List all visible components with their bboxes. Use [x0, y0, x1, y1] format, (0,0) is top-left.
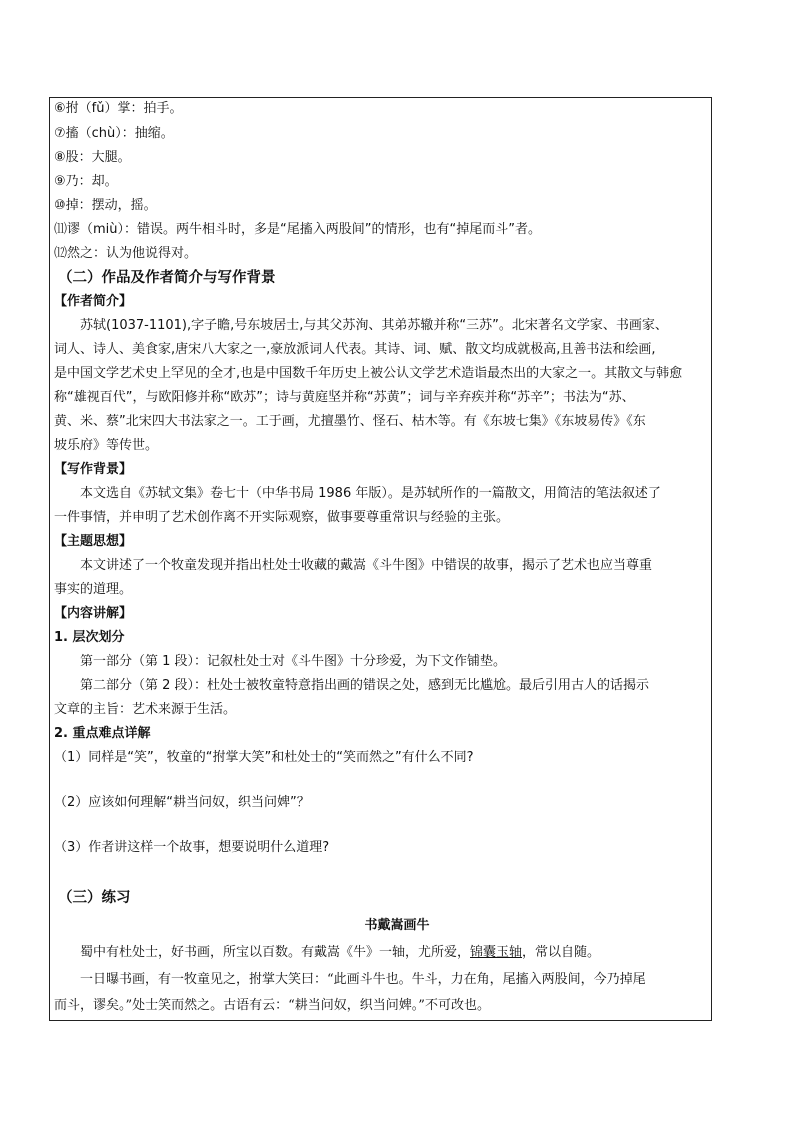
question-2: （2）应该如何理解“耕当问奴，织当问婢”？: [54, 795, 310, 810]
theme-line: 事实的道理。: [54, 582, 133, 597]
background-line: 本文选自《苏轼文集》卷七十（中华书局 1986 年版）。是苏轼所作的一篇散文，用简洁的笔法叙述了: [80, 486, 661, 501]
item1-line: 第二部分（第 2 段）：杜处士被牧童特意指出画的错误之处，感到无比尴尬。最后引用古人的话揭示: [80, 678, 650, 693]
author-line: 坡乐府》等传世。: [54, 438, 159, 453]
note-6: ⑥拊（fǔ）掌：拍手。: [54, 101, 183, 116]
note-12: ⑿然之：认为他说得对。: [54, 246, 198, 261]
item2-title: 2. 重点难点详解: [54, 726, 151, 741]
section3-heading: （三）练习: [58, 890, 131, 906]
theme-label: 【主题思想】: [54, 534, 133, 549]
section2-heading: （二）作品及作者简介与写作背景: [58, 270, 276, 286]
exercise-paragraph-2: 一日曝书画，有一牧童见之，拊掌大笑曰：“此画斗牛也。牛斗，力在角，尾搐入两股间，今乃掉尾: [80, 972, 646, 987]
item1-line: 文章的主旨：艺术来源于生活。: [54, 702, 237, 717]
author-line: 苏轼(1037-1101),字子瞻,号东坡居士,与其父苏洵、其弟苏辙并称“三苏”。北宋著名文学家、书画家、: [80, 318, 668, 333]
item1-line: 第一部分（第 1 段）：记叙杜处士对《斗牛图》十分珍爱，为下文作铺垫。: [80, 654, 507, 669]
note-7: ⑦搐（chù）：抽缩。: [54, 126, 174, 141]
underlined-phrase: 锦囊玉轴: [470, 945, 523, 960]
item1-title: 1. 层次划分: [54, 630, 125, 645]
author-label: 【作者简介】: [54, 294, 133, 309]
note-10: ⑩掉：摆动，摇。: [54, 198, 157, 213]
exercise-paragraph-2-cont: 而斗，谬矣。”处士笑而然之。古语有云：“耕当问奴，织当问婢。”不可改也。: [54, 998, 490, 1013]
note-11: ⑾谬（miù）：错误。两牛相斗时，多是“尾搐入两股间”的情形，也有“掉尾而斗”者。: [54, 222, 541, 237]
exercise-paragraph-1: 蜀中有杜处士，好书画，所宝以百数。有戴嵩《牛》一轴，尤所爱，锦囊玉轴，常以自随。: [80, 945, 601, 960]
author-line: 词人、诗人、美食家,唐宋八大家之一,豪放派词人代表。其诗、词、赋、散文均成就极高,且善书法和绘画,: [54, 342, 656, 357]
author-line: 是中国文学艺术史上罕见的全才,也是中国数千年历史上被公认文学艺术造诣最杰出的大家之一。其散文与韩愈: [54, 366, 683, 381]
author-line: 黄、米、蔡”北宋四大书法家之一。工于画，尤擅墨竹、怪石、枯木等。有《东坡七集》《东坡易传》《东: [54, 414, 646, 429]
question-1: （1）同样是“笑”，牧童的“拊掌大笑”和杜处士的“笑而然之”有什么不同?: [54, 750, 474, 765]
background-line: 一件事情，并申明了艺术创作离不开实际观察，做事要尊重常识与经验的主张。: [54, 510, 510, 525]
note-8: ⑧股：大腿。: [54, 150, 131, 165]
background-label: 【写作背景】: [54, 462, 133, 477]
author-line: 称“雄视百代”，与欧阳修并称“欧苏”；诗与黄庭坚并称“苏黄”；词与辛弃疾并称“苏辛”；书法为“苏、: [54, 390, 635, 405]
question-3: （3）作者讲这样一个故事，想要说明什么道理?: [54, 840, 330, 855]
exercise-title: 书戴嵩画牛: [364, 918, 430, 933]
note-9: ⑨乃：却。: [54, 174, 118, 189]
theme-line: 本文讲述了一个牧童发现并指出杜处士收藏的戴嵩《斗牛图》中错误的故事，揭示了艺术也应当尊重: [80, 558, 653, 573]
content-label: 【内容讲解】: [54, 606, 133, 621]
